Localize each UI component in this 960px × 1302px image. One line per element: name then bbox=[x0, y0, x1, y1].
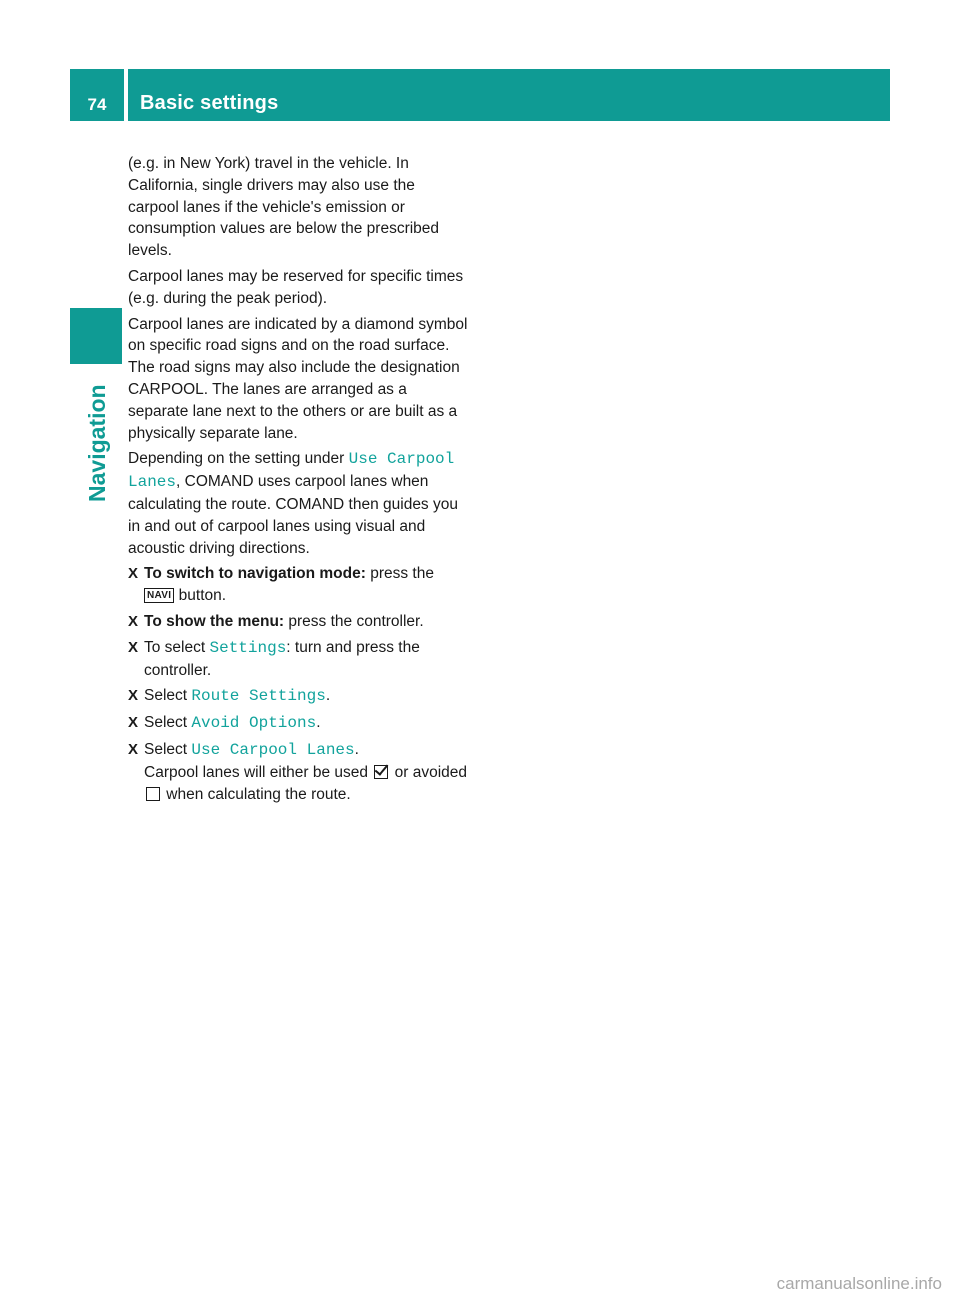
menu-item-code: Avoid Options bbox=[191, 714, 317, 733]
step-pre: Select bbox=[144, 687, 192, 705]
paragraph-4-text-end: , COMAND uses carpool lanes when calculating the route. COMAND then guides you in and out of carpool lanes using visual and acoustic driving directions. bbox=[128, 473, 458, 557]
step-bold: To switch to navigation mode: bbox=[144, 565, 366, 583]
step-arrow-icon: X bbox=[128, 565, 139, 583]
step-result-text: Carpool lanes will either be used bbox=[144, 763, 373, 781]
step-arrow-icon: X bbox=[128, 638, 139, 656]
step-pre: To select bbox=[144, 638, 210, 656]
step-navigation-mode bbox=[128, 563, 468, 607]
menu-item-code: Route Settings bbox=[191, 687, 326, 706]
paragraph-2: Carpool lanes may be reserved for specific times (e.g. during the peak period). bbox=[128, 267, 464, 307]
checkbox-unchecked-icon bbox=[146, 787, 160, 801]
menu-item-code: Use Carpool Lanes bbox=[191, 740, 355, 759]
step-select-avoid-options bbox=[128, 712, 468, 735]
step-text: press the controller. bbox=[284, 612, 424, 630]
step-result-text-end: when calculating the route. bbox=[162, 785, 351, 803]
step-pre: Select bbox=[144, 714, 192, 732]
step-show-menu bbox=[128, 611, 468, 633]
chapter-tab-marker bbox=[70, 308, 122, 364]
section-title: Basic settings bbox=[140, 92, 279, 114]
page-number: 74 bbox=[87, 95, 107, 114]
paragraph-1: (e.g. in New York) travel in the vehicle. In California, single drivers may also use the carpool lanes if the vehicle's emission or consumption values are below the prescribed levels. bbox=[128, 155, 440, 260]
step-text: press the bbox=[365, 565, 434, 583]
step-select-settings bbox=[128, 637, 468, 682]
paragraph-3: Carpool lanes are indicated by a diamond symbol on specific road signs and on the road surface. The road signs may also include the designation CARPOOL. The lanes are arranged as a separate lane next to the others or are built as a physically separate lane. bbox=[128, 315, 468, 442]
step-arrow-icon: X bbox=[128, 740, 139, 758]
watermark: carmanualsonline.info bbox=[776, 1274, 942, 1293]
step-text: . bbox=[316, 714, 321, 732]
step-text: . bbox=[354, 740, 359, 758]
step-text: : turn and press the controller. bbox=[144, 638, 420, 679]
body-text bbox=[128, 153, 468, 809]
page-number-box bbox=[70, 69, 124, 121]
menu-item-code: Use Carpool Lanes bbox=[128, 450, 455, 492]
step-select-route-settings bbox=[128, 685, 468, 708]
paragraph-4-text: Depending on the setting under bbox=[128, 450, 349, 468]
navi-key-icon: NAVI bbox=[144, 588, 174, 603]
step-arrow-icon: X bbox=[128, 612, 139, 630]
checkbox-checked-icon bbox=[374, 765, 388, 779]
step-text-end: button. bbox=[174, 587, 227, 605]
step-pre: Select bbox=[144, 740, 192, 758]
page-header bbox=[70, 69, 890, 121]
chapter-label: Navigation bbox=[84, 384, 110, 502]
menu-item-code: Settings bbox=[209, 638, 287, 657]
step-select-use-carpool-lanes bbox=[128, 739, 468, 805]
step-arrow-icon: X bbox=[128, 714, 139, 732]
step-result-text-mid: or avoided bbox=[390, 763, 468, 781]
paragraph-4 bbox=[128, 448, 468, 559]
header-bar bbox=[128, 69, 890, 121]
step-arrow-icon: X bbox=[128, 687, 139, 705]
step-text: . bbox=[325, 687, 331, 705]
step-bold: To show the menu: bbox=[144, 612, 285, 630]
